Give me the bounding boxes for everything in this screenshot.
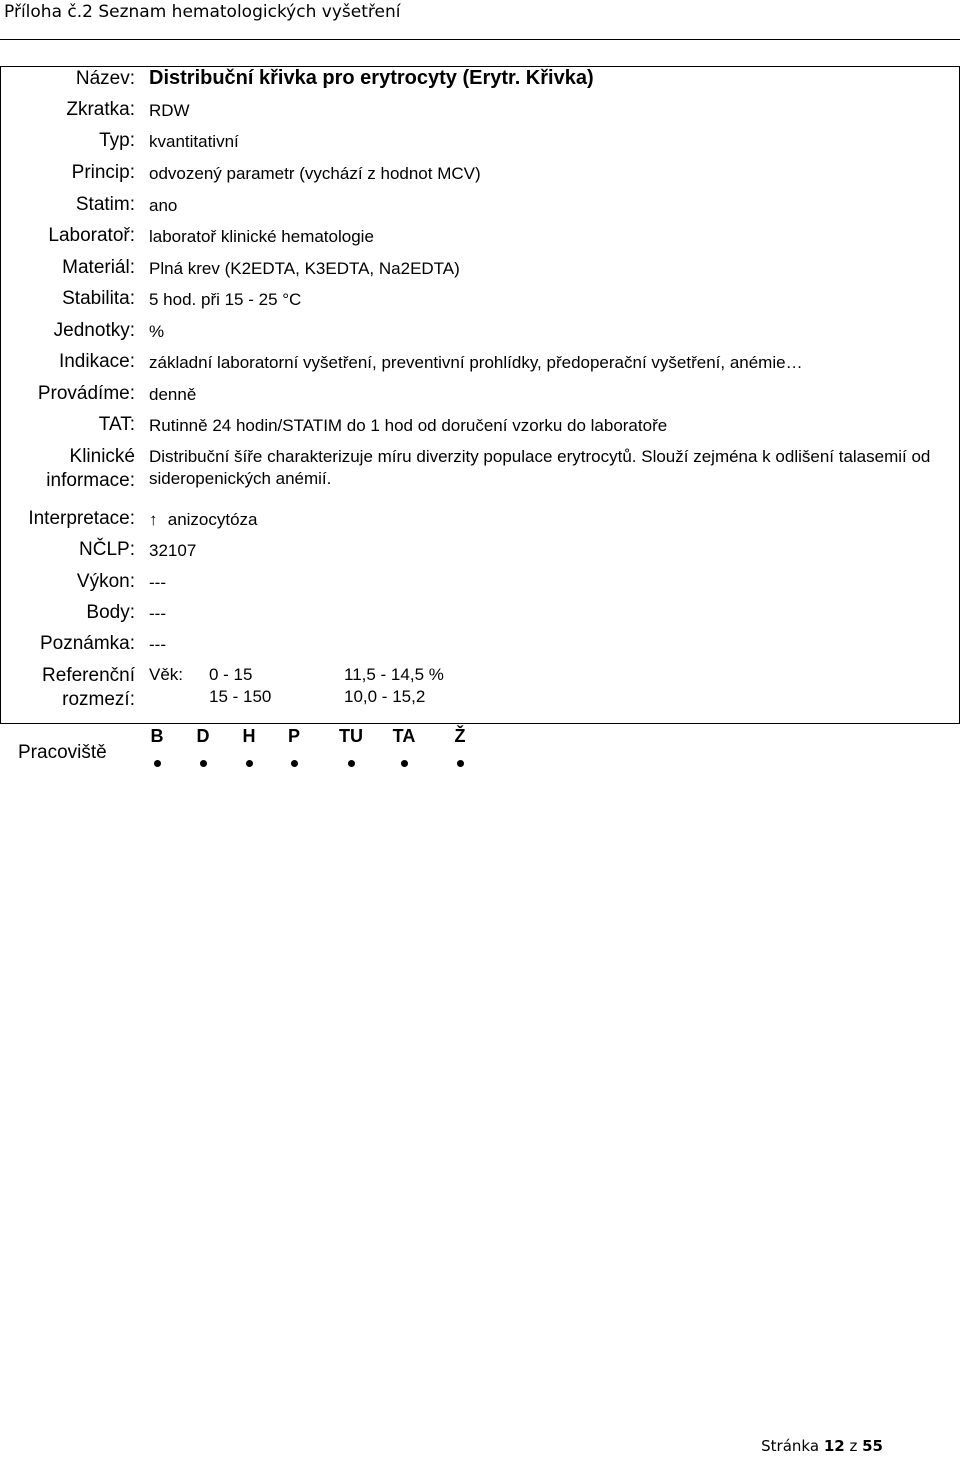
label-nclp: NČLP:	[79, 539, 135, 560]
workplace-item	[384, 726, 424, 767]
label-reference-line2: rozmezí:	[62, 689, 135, 710]
value-stabilita: 5 hod. při 15 - 25 °C	[149, 290, 302, 309]
row-nazev	[0, 68, 960, 99]
row-interpretace	[0, 508, 960, 539]
page-header-title: Příloha č.2 Seznam hematologických vyšetření	[4, 2, 401, 22]
value-material: Plná krev (K2EDTA, K3EDTA, Na2EDTA)	[149, 259, 460, 278]
row-reference	[0, 664, 960, 716]
row-material	[0, 257, 960, 288]
workplace-code: D	[196, 726, 210, 746]
bullet-dot-icon	[200, 760, 207, 767]
row-tat	[0, 414, 960, 445]
row-stabilita	[0, 288, 960, 319]
workplace-code: TA	[392, 726, 416, 746]
row-poznamka	[0, 633, 960, 664]
bullet-dot-icon	[348, 760, 355, 767]
label-stabilita: Stabilita:	[62, 288, 135, 309]
value-zkratka: RDW	[149, 101, 190, 120]
workplace-label: Pracoviště	[18, 742, 107, 763]
value-statim: ano	[149, 196, 178, 215]
page-footer	[761, 1437, 883, 1455]
value-vykon: ---	[149, 573, 166, 592]
reference-age-label: Věk:	[149, 665, 184, 684]
workplace-code: B	[150, 726, 164, 746]
workplace-item	[183, 726, 223, 767]
reference-age-0: 0 - 15	[209, 665, 253, 684]
value-nclp: 32107	[149, 541, 197, 560]
workplace-item	[274, 726, 314, 767]
workplace-code: TU	[339, 726, 363, 746]
row-jednotky	[0, 320, 960, 351]
row-laborator	[0, 225, 960, 256]
footer-page-number: 12	[823, 1437, 845, 1455]
value-laborator: laboratoř klinické hematologie	[149, 227, 374, 246]
label-klinicke	[46, 445, 135, 493]
label-typ: Typ:	[99, 130, 135, 151]
row-zkratka	[0, 99, 960, 130]
footer-separator: z	[849, 1437, 858, 1455]
workplace-code: Ž	[454, 726, 466, 746]
reference-range-1: 10,0 - 15,2	[344, 687, 426, 706]
row-typ	[0, 130, 960, 161]
value-princip: odvozený parametr (vychází z hodnot MCV)	[149, 164, 481, 183]
label-klinicke-line1: Klinické	[69, 446, 135, 467]
label-material: Materiál:	[62, 257, 135, 278]
row-klinicke	[0, 445, 960, 497]
value-tat: Rutinně 24 hodin/STATIM do 1 hod od doručení vzorku do laboratoře	[149, 416, 668, 435]
value-nazev: Distribuční křivka pro erytrocyty (Erytr. Křivka)	[149, 67, 594, 89]
label-provadime: Provádíme:	[37, 383, 135, 404]
label-indikace: Indikace:	[58, 351, 135, 372]
bullet-dot-icon	[457, 760, 464, 767]
row-indikace	[0, 351, 960, 382]
label-tat: TAT:	[98, 414, 135, 435]
row-provadime	[0, 383, 960, 414]
workplace-code: P	[287, 726, 300, 746]
label-reference	[42, 664, 135, 712]
value-interpretace	[149, 509, 258, 530]
value-klinicke: Distribuční šíře charakterizuje míru diverzity populace erytrocytů. Slouží zejména k odlišení talasemií od sideropenických anémií.	[149, 447, 931, 488]
value-indikace: základní laboratorní vyšetření, preventivní prohlídky, předoperační vyšetření, anémie…	[149, 353, 803, 372]
bullet-dot-icon	[246, 760, 253, 767]
label-statim: Statim:	[75, 194, 135, 215]
label-klinicke-line2: informace:	[46, 470, 135, 491]
label-body: Body:	[86, 602, 135, 623]
label-vykon: Výkon:	[76, 571, 135, 592]
label-laborator: Laboratoř:	[48, 225, 135, 246]
header-divider	[0, 39, 960, 40]
workplace-item	[331, 726, 371, 767]
bullet-dot-icon	[401, 760, 408, 767]
bullet-dot-icon	[154, 760, 161, 767]
value-poznamka: ---	[149, 635, 166, 654]
label-poznamka: Poznámka:	[39, 633, 135, 654]
footer-prefix: Stránka	[761, 1437, 820, 1455]
arrow-up-icon: ↑	[149, 510, 158, 529]
reference-range-0: 11,5 - 14,5 %	[344, 665, 444, 684]
workplace-item	[137, 726, 177, 767]
bullet-dot-icon	[291, 760, 298, 767]
label-reference-line1: Referenční	[42, 665, 135, 686]
row-vykon	[0, 571, 960, 602]
row-body	[0, 602, 960, 633]
value-provadime: denně	[149, 385, 197, 404]
reference-age-1: 15 - 150	[209, 687, 272, 706]
workplace-code: H	[242, 726, 256, 746]
label-interpretace: Interpretace:	[28, 508, 135, 529]
row-nclp	[0, 539, 960, 570]
value-typ: kvantitativní	[149, 132, 239, 151]
workplace-item	[229, 726, 269, 767]
row-statim	[0, 194, 960, 225]
value-interpretace-text: anizocytóza	[167, 510, 258, 529]
label-princip: Princip:	[71, 162, 135, 183]
value-jednotky: %	[149, 322, 165, 341]
label-nazev: Název:	[75, 68, 135, 89]
row-princip	[0, 162, 960, 193]
footer-page-total: 55	[862, 1437, 883, 1455]
value-body: ---	[149, 604, 166, 623]
label-zkratka: Zkratka:	[66, 99, 135, 120]
label-jednotky: Jednotky:	[53, 320, 135, 341]
workplace-item	[440, 726, 480, 767]
